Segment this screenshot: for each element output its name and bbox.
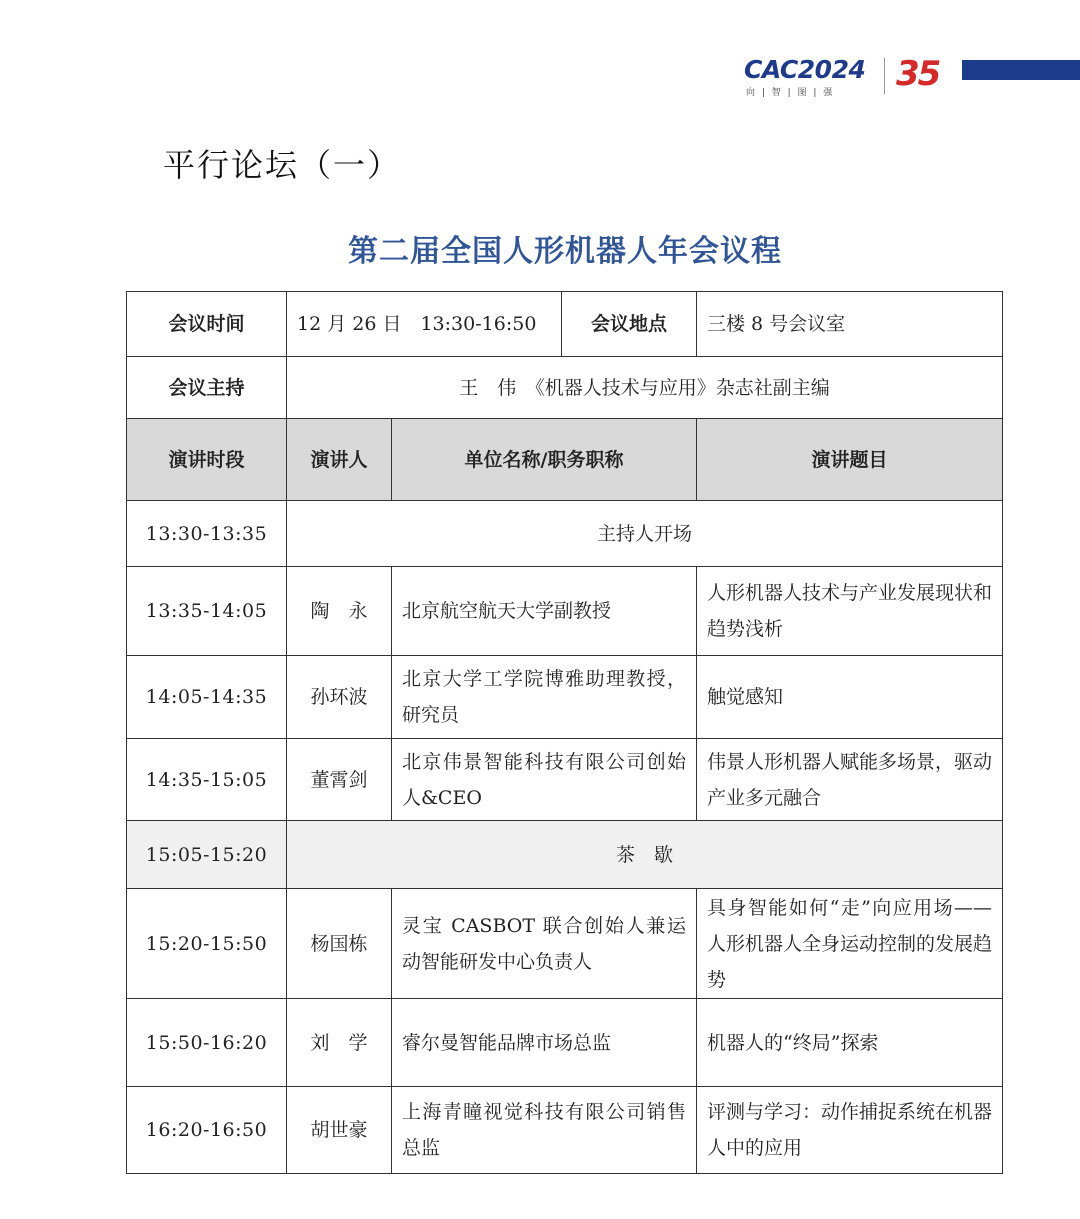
table-header-row <box>127 419 1003 501</box>
row-org: 灵宝 CASBOT 联合创始人兼运动智能研发中心负责人 <box>392 889 697 999</box>
table-row <box>127 1087 1003 1174</box>
row-time: 13:35-14:05 <box>127 567 287 656</box>
row-speaker: 董霄剑 <box>287 739 392 821</box>
row-topic: 人形机器人技术与产业发展现状和趋势浅析 <box>697 567 1003 656</box>
col-header-time: 演讲时段 <box>127 419 287 501</box>
section-title: 平行论坛（一） <box>163 146 402 184</box>
row-org: 北京伟景智能科技有限公司创始人&CEO <box>392 739 697 821</box>
meta-row-time <box>127 292 1003 357</box>
row-org: 北京航空航天大学副教授 <box>392 567 697 656</box>
logo-wordmark: CAC2024 <box>744 55 866 84</box>
row-topic: 触觉感知 <box>697 656 1003 739</box>
table-row <box>127 999 1003 1087</box>
table-row <box>127 501 1003 567</box>
header-accent-bar <box>962 60 1080 80</box>
row-session: 茶 歇 <box>287 821 1003 889</box>
row-topic: 伟景人形机器人赋能多场景，驱动产业多元融合 <box>697 739 1003 821</box>
table-row <box>127 656 1003 739</box>
row-time: 15:50-16:20 <box>127 999 287 1087</box>
col-header-org: 单位名称/职务职称 <box>392 419 697 501</box>
row-org: 北京大学工学院博雅助理教授，研究员 <box>392 656 697 739</box>
meeting-place-label: 会议地点 <box>591 313 668 335</box>
row-session: 主持人开场 <box>287 501 1003 567</box>
anniversary-mark: 35 <box>896 54 940 94</box>
agenda-table <box>126 291 1003 1174</box>
row-topic: 评测与学习：动作捕捉系统在机器人中的应用 <box>697 1087 1003 1174</box>
meta-row-host <box>127 357 1003 419</box>
row-topic: 机器人的“终局”探索 <box>697 999 1003 1087</box>
table-row <box>127 739 1003 821</box>
row-org: 上海青瞳视觉科技有限公司销售总监 <box>392 1087 697 1174</box>
row-speaker: 刘 学 <box>287 999 392 1087</box>
col-header-speaker: 演讲人 <box>287 419 392 501</box>
logo-divider <box>884 58 885 94</box>
row-time: 15:05-15:20 <box>127 821 287 889</box>
meeting-time-value: 12 月 26 日 13:30-16:50 <box>287 292 562 356</box>
document-title: 第二届全国人形机器人年会议程 <box>348 234 782 269</box>
row-time: 15:20-15:50 <box>127 889 287 999</box>
col-header-topic: 演讲题目 <box>697 419 1003 501</box>
logo-slogan: 向 | 智 | 图 | 强 <box>746 88 835 98</box>
row-time: 14:05-14:35 <box>127 656 287 739</box>
table-row-break <box>127 821 1003 889</box>
row-time: 13:30-13:35 <box>127 501 287 567</box>
host-label: 会议主持 <box>127 357 287 419</box>
row-time: 14:35-15:05 <box>127 739 287 821</box>
table-row <box>127 889 1003 999</box>
row-speaker: 孙环波 <box>287 656 392 739</box>
meeting-time-label: 会议时间 <box>127 292 287 357</box>
row-speaker: 陶 永 <box>287 567 392 656</box>
row-time: 16:20-16:50 <box>127 1087 287 1174</box>
row-org: 睿尔曼智能品牌市场总监 <box>392 999 697 1087</box>
row-speaker: 杨国栋 <box>287 889 392 999</box>
row-speaker: 胡世豪 <box>287 1087 392 1174</box>
host-value: 王 伟 《机器人技术与应用》杂志社副主编 <box>287 357 1003 419</box>
row-topic: 具身智能如何“走”向应用场——人形机器人全身运动控制的发展趋势 <box>697 889 1003 999</box>
meeting-place-value: 三楼 8 号会议室 <box>697 292 1003 357</box>
table-row <box>127 567 1003 656</box>
